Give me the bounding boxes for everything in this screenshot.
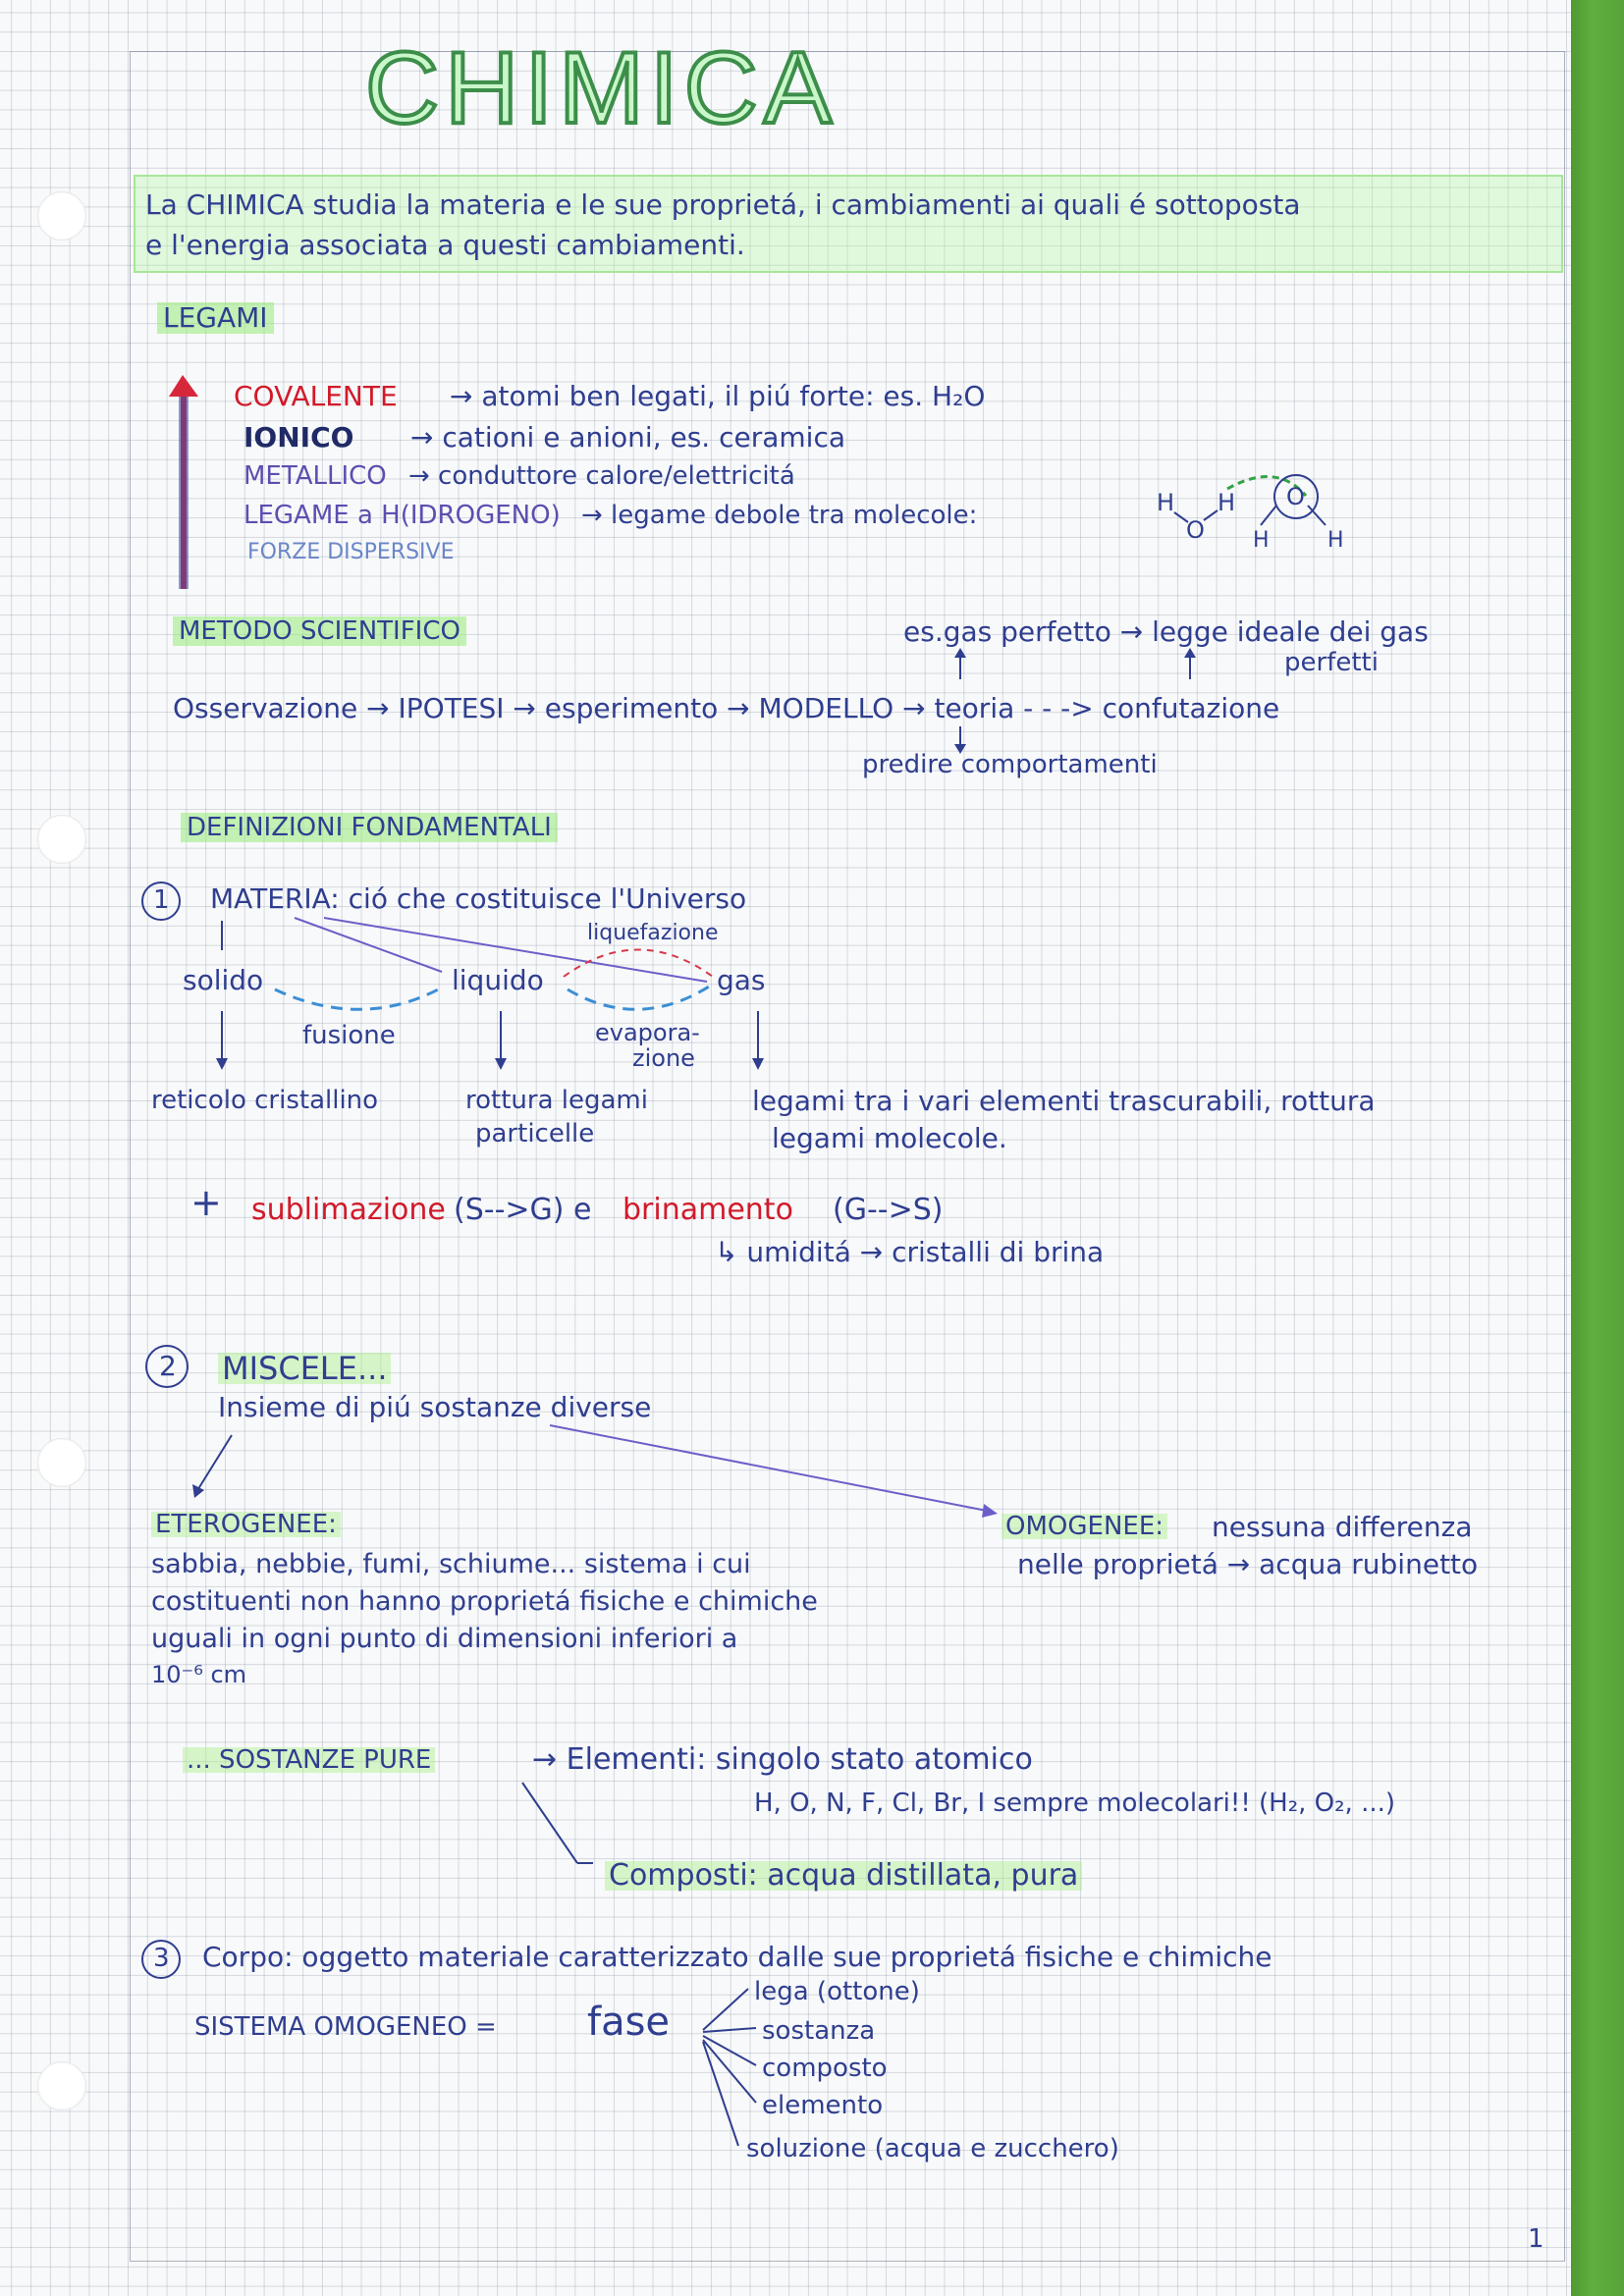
fase-item: composto — [762, 2054, 888, 2083]
atom-label: O — [1286, 483, 1305, 510]
legami-heading: LEGAMI — [157, 302, 274, 334]
section-number: 3 — [153, 1944, 170, 1973]
page-title: CHIMICA — [365, 31, 839, 145]
atom-label: O — [1186, 516, 1205, 544]
eterogenee-line-3: uguali in ogni punto di dimensioni inferiori a — [151, 1624, 738, 1654]
desc-gas-1: legami tra i vari elementi trascurabili, rottura — [752, 1085, 1376, 1117]
intro-line-2: e l'energia associata a questi cambiamenti. — [145, 229, 745, 261]
miscele-def: Insieme di piú sostanze diverse — [218, 1391, 652, 1423]
desc-liquid-2: particelle — [475, 1119, 595, 1148]
omogenee-line-1: nessuna differenza — [1212, 1511, 1473, 1543]
transition-evaporazione-1: evapora- — [595, 1019, 700, 1046]
metodo-example: es.gas perfetto → legge ideale dei gas — [903, 615, 1429, 648]
legame-desc-metallico: → conduttore calore/elettricitá — [408, 461, 795, 491]
eterogenee-line-1: sabbia, nebbie, fumi, schiume... sistema i cui — [151, 1549, 751, 1579]
sublimazione-paren: (S-->G) e — [454, 1193, 592, 1227]
plus-sign: + — [190, 1181, 222, 1224]
metodo-sub: predire comportamenti — [862, 750, 1158, 779]
state-liquid: liquido — [452, 964, 544, 996]
metodo-example-cont: perfetti — [1284, 648, 1379, 677]
brinamento-label: brinamento — [623, 1193, 793, 1227]
fase-item: sostanza — [762, 2016, 876, 2046]
elementi-list: H, O, N, F, Cl, Br, I sempre molecolari!! (H₂, O₂, ...) — [754, 1789, 1396, 1818]
metodo-chain: Osservazione → IPOTESI → esperimento → MODELLO → teoria - - -> confutazione — [173, 692, 1280, 724]
omogenee-line-2: nelle proprietá → acqua rubinetto — [1017, 1548, 1479, 1580]
corpo-def: Corpo: oggetto materiale caratterizzato dalle sue proprietá fisiche e chimiche — [202, 1941, 1272, 1973]
atom-label: H — [1253, 528, 1270, 553]
desc-gas-2: legami molecole. — [772, 1122, 1007, 1154]
metodo-heading: METODO SCIENTIFICO — [173, 616, 466, 646]
umidita-note: ↳ umiditá → cristalli di brina — [715, 1236, 1105, 1268]
state-gas: gas — [717, 964, 766, 996]
composti-def: Composti: acqua distillata, pura — [605, 1861, 1082, 1891]
atom-label: H — [1327, 528, 1344, 553]
legame-desc-ionico: → cationi e anioni, es. ceramica — [410, 421, 846, 454]
omogenee-heading: OMOGENEE: — [1001, 1514, 1167, 1539]
transition-liquefazione: liquefazione — [587, 921, 719, 945]
legame-name-covalente: COVALENTE — [234, 380, 398, 412]
state-solid: solido — [183, 964, 264, 996]
definizioni-heading: DEFINIZIONI FONDAMENTALI — [181, 813, 558, 842]
eterogenee-line-4: 10⁻⁶ cm — [151, 1661, 247, 1688]
materia-def: MATERIA: ció che costituisce l'Universo — [210, 882, 747, 915]
legame-desc-covalente: → atomi ben legati, il piú forte: es. H₂O — [450, 380, 986, 412]
sublimazione-label: sublimazione — [251, 1193, 446, 1227]
miscele-heading: MISCELE... — [218, 1353, 391, 1384]
legame-name-ionico: IONICO — [244, 421, 354, 454]
legame-name-dispersive: FORZE DISPERSIVE — [247, 540, 455, 564]
atom-label: H — [1157, 489, 1175, 516]
sostanze-pure-heading: ... SOSTANZE PURE — [183, 1747, 435, 1773]
section-number: 2 — [159, 1350, 177, 1382]
legame-name-metallico: METALLICO — [244, 461, 387, 491]
fase-item: soluzione (acqua e zucchero) — [746, 2134, 1119, 2163]
page-number: 1 — [1528, 2224, 1544, 2254]
desc-solid: reticolo cristallino — [151, 1086, 379, 1115]
legame-desc-idrogeno: → legame debole tra molecole: — [581, 501, 978, 530]
brinamento-paren: (G-->S) — [833, 1193, 944, 1227]
elementi-def: → Elementi: singolo stato atomico — [532, 1742, 1033, 1777]
section-number: 1 — [153, 885, 170, 915]
transition-fusione: fusione — [302, 1021, 396, 1050]
legame-name-idrogeno: LEGAME a H(IDROGENO) — [244, 501, 561, 530]
transition-evaporazione-2: zione — [632, 1044, 695, 1072]
intro-line-1: La CHIMICA studia la materia e le sue proprietá, i cambiamenti ai quali é sottoposta — [145, 188, 1301, 221]
eterogenee-line-2: costituenti non hanno proprietá fisiche e chimiche — [151, 1586, 818, 1617]
desc-liquid-1: rottura legami — [465, 1086, 648, 1115]
fase-item: elemento — [762, 2091, 884, 2120]
atom-label: H — [1218, 489, 1236, 516]
sistema-omogeneo-label: SISTEMA OMOGENEO = — [194, 2012, 497, 2042]
eterogenee-heading: ETEROGENEE: — [151, 1512, 341, 1537]
fase-label: fase — [587, 2000, 671, 2045]
fase-item: lega (ottone) — [754, 1977, 920, 2006]
